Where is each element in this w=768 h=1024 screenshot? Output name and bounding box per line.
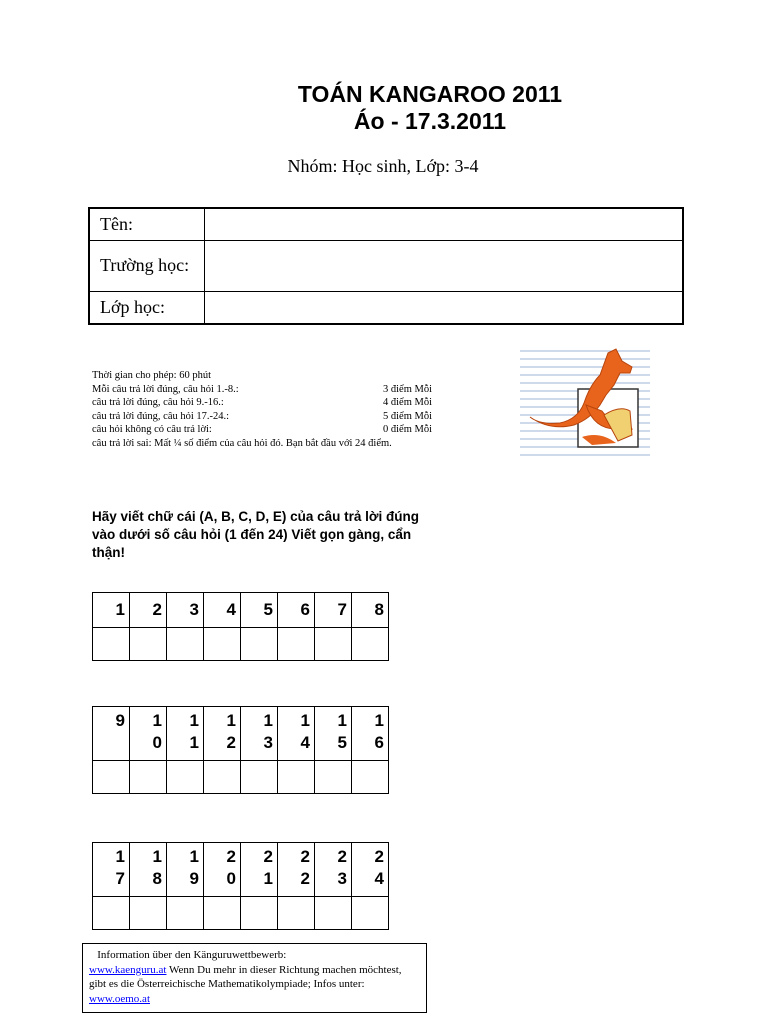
info-footer [82,943,427,1013]
doc-title: TOÁN KANGAROO 2011 [297,81,563,107]
doc-subtitle: Áo - 17.3.2011 [353,108,507,134]
question-number-label: 13 [263,711,273,752]
student-info-table [88,207,684,325]
question-number: 8 [352,593,389,628]
question-number-label: 20 [226,847,236,888]
rule-points: 3 điểm Mỗi [383,383,432,395]
school-field[interactable] [205,240,684,291]
question-number [241,707,278,761]
question-number [241,843,278,897]
question-number-label: 23 [337,847,347,888]
question-number-label: 11 [189,711,199,752]
question-number: 3 [167,593,204,628]
question-number-label: 14 [300,711,310,752]
question-number-label: 15 [337,711,347,752]
question-number [278,707,315,761]
question-number [315,707,352,761]
time-allowed: Thời gian cho phép: 60 phút [92,370,211,381]
question-number [93,843,130,897]
rule-row [92,410,432,424]
question-number [315,843,352,897]
answer-cell[interactable] [167,628,204,661]
instruction-text: Hãy viết chữ cái (A, B, C, D, E) của câu trả lời đúng vào dưới số câu hỏi (1 đến 24) Viết gọn gàng, cẩn thận! [92,509,419,560]
group-label: Nhóm: Học sinh, Lớp: 3-4 [287,156,479,176]
question-number [204,843,241,897]
answer-cell[interactable] [315,761,352,794]
answer-cell[interactable] [278,897,315,930]
answer-cell[interactable] [352,897,389,930]
answer-cell[interactable] [93,897,130,930]
rule-text: câu trả lời đúng, câu hỏi 9.-16.: [92,397,224,408]
question-number [278,843,315,897]
answer-cell[interactable] [278,761,315,794]
answer-cell[interactable] [315,628,352,661]
answer-cell[interactable] [352,761,389,794]
question-number-label: 12 [226,711,236,752]
question-number [352,707,389,761]
question-number: 2 [130,593,167,628]
footer-line1: Information über den Känguruwettbewerb: [97,949,287,961]
school-label: Trường học: [89,240,205,291]
oemo-link[interactable]: www.oemo.at [89,992,150,1005]
answer-cell[interactable] [167,897,204,930]
question-number-label: 24 [374,847,384,888]
rule-points: 4 điểm Mỗi [383,397,432,408]
answer-cell[interactable] [167,761,204,794]
question-number-label: 17 [115,847,125,888]
question-number-label: 10 [152,711,162,752]
question-number [93,707,130,761]
answer-cell[interactable] [352,628,389,661]
answer-grid-2 [92,706,389,794]
answer-cell[interactable] [130,628,167,661]
answer-cell[interactable] [315,897,352,930]
answer-cell[interactable] [130,761,167,794]
answer-cell[interactable] [241,897,278,930]
penalty-rule: câu trả lời sai: Mất ¼ số điểm của câu hỏi đó. Bạn bắt đầu với 24 điểm. [92,437,392,449]
question-number-label: 18 [152,847,162,888]
class-field[interactable] [205,291,684,324]
rule-row [92,423,432,437]
rule-points: 0 điểm Mỗi [383,424,432,435]
answer-grid-1 [92,592,389,661]
question-number [204,707,241,761]
question-number: 7 [315,593,352,628]
question-number-label: 22 [300,847,310,888]
name-label: Tên: [89,208,205,240]
answer-cell[interactable] [241,628,278,661]
answer-cell[interactable] [204,897,241,930]
class-label: Lớp học: [89,291,205,324]
answer-cell[interactable] [130,897,167,930]
question-number [167,707,204,761]
question-number [130,843,167,897]
kangaroo-logo [520,345,650,461]
rule-row [92,383,432,397]
question-number-label: 19 [189,847,199,888]
name-field[interactable] [205,208,684,240]
answer-grid-3 [92,842,389,930]
question-number: 6 [278,593,315,628]
rule-text: câu trả lời đúng, câu hỏi 17.-24.: [92,410,230,422]
question-number: 1 [93,593,130,628]
question-number: 4 [204,593,241,628]
footer-line2: Wenn Du mehr in dieser Richtung machen möchtest, gibt es die Österreichische Mathematikolympiade; Infos unter: [89,963,402,990]
answer-cell[interactable] [204,761,241,794]
kaenguru-link[interactable]: www.kaenguru.at [89,963,167,976]
answer-cell[interactable] [241,761,278,794]
answer-cell[interactable] [278,628,315,661]
question-number: 5 [241,593,278,628]
scoring-rules [92,369,432,450]
rule-points: 5 điểm Mỗi [383,410,432,422]
rule-row [92,396,432,410]
rule-text: câu hỏi không có câu trả lời: [92,424,212,435]
answer-cell[interactable] [93,628,130,661]
question-number [130,707,167,761]
question-number-label: 16 [374,711,384,752]
answer-cell[interactable] [93,761,130,794]
answer-cell[interactable] [204,628,241,661]
question-number [167,843,204,897]
rule-text: Mỗi câu trả lời đúng, câu hỏi 1.-8.: [92,383,239,395]
question-number-label: 21 [263,847,273,888]
question-number [352,843,389,897]
question-number-label: 9 [115,711,125,730]
